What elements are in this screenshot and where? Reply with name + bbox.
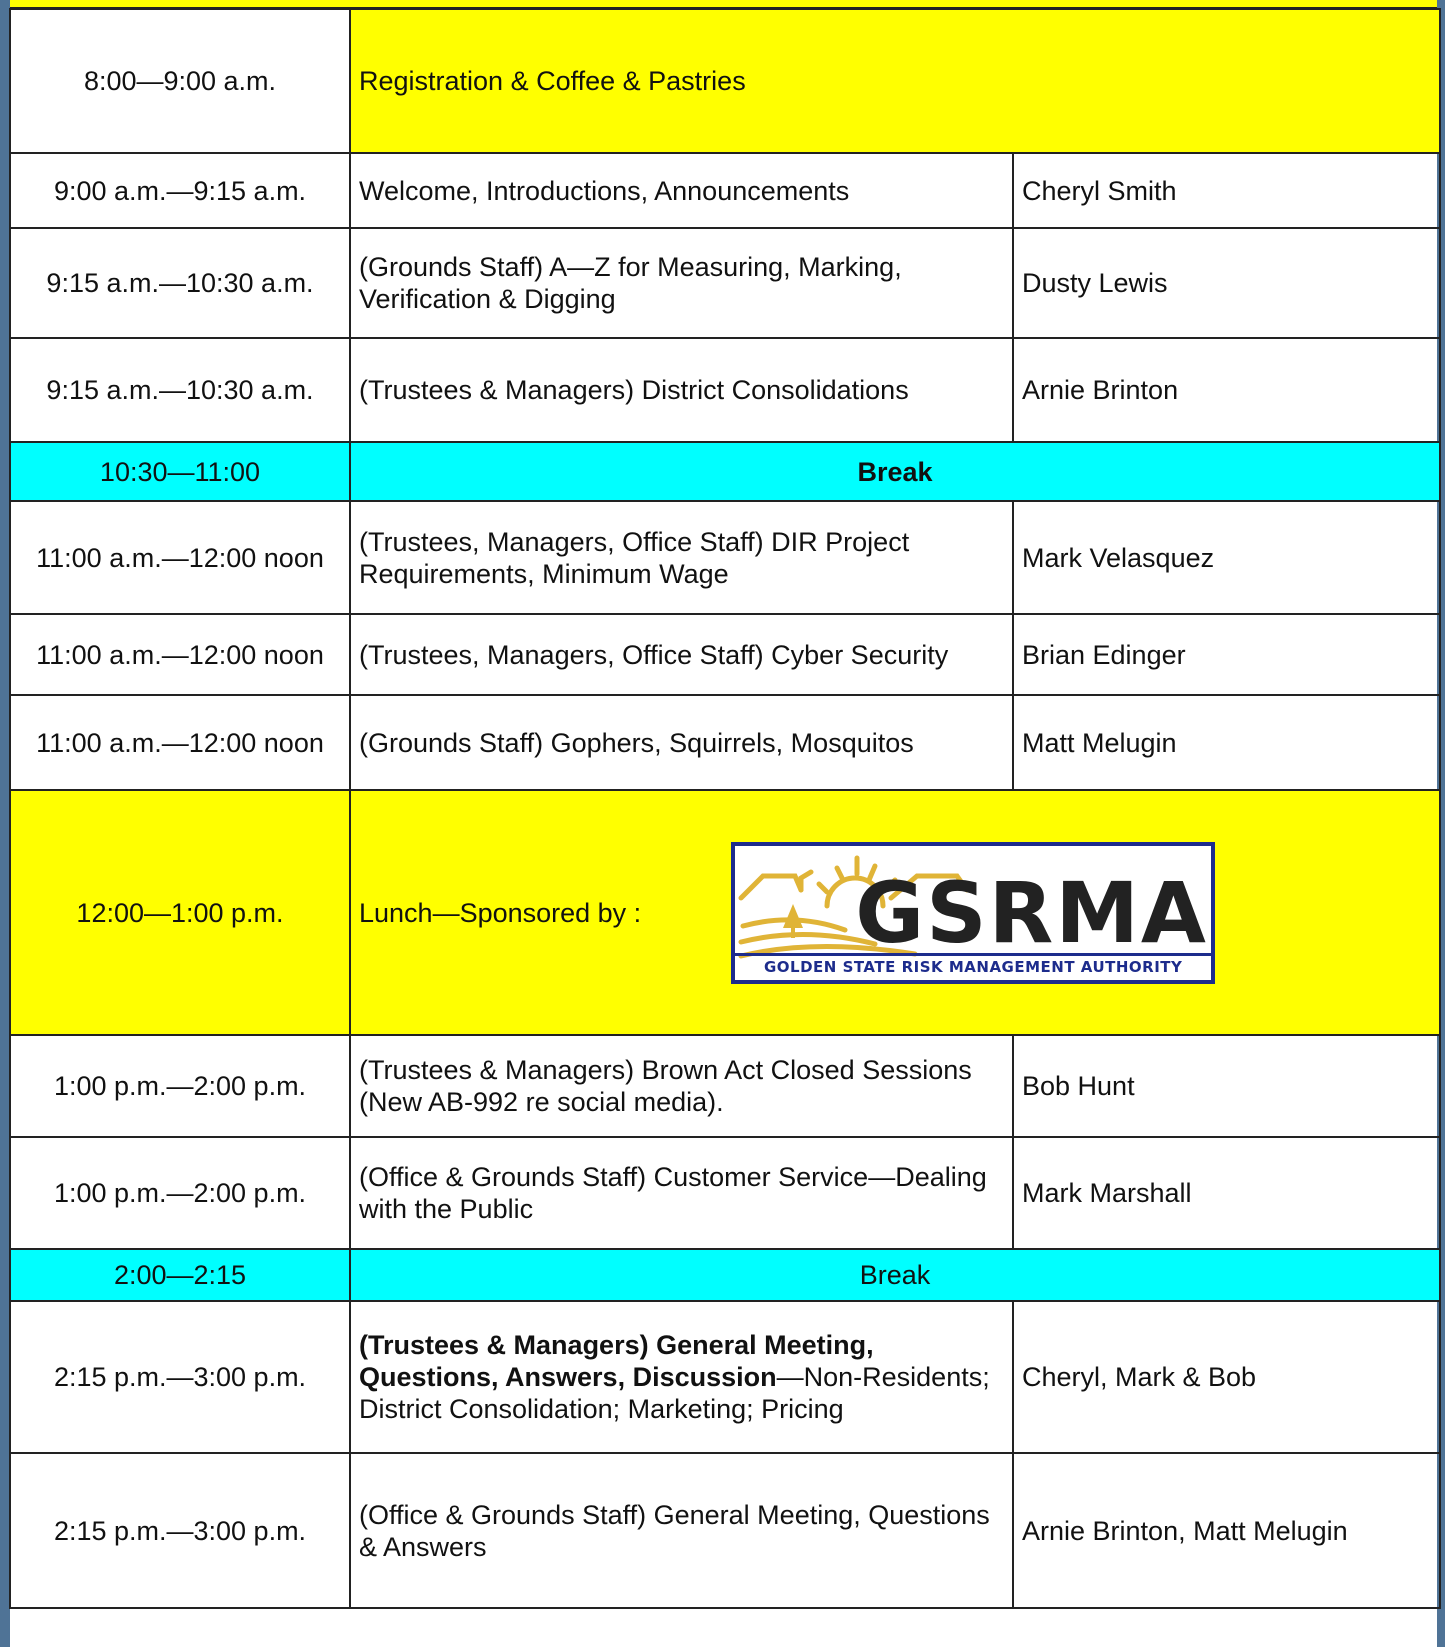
table-row (10, 501, 1440, 614)
session-cell: (Trustees & Managers) Brown Act Closed Sessions (New AB-992 re social media). (350, 1035, 1013, 1137)
speaker-cell: Matt Melugin (1013, 695, 1440, 790)
time-cell: 9:15 a.m.—10:30 a.m. (10, 228, 350, 338)
time-cell: 11:00 a.m.—12:00 noon (10, 614, 350, 695)
lunch-cell (350, 790, 1440, 1035)
gsrma-tagline: GOLDEN STATE RISK MANAGEMENT AUTHORITY (735, 953, 1211, 980)
time-cell: 9:00 a.m.—9:15 a.m. (10, 153, 350, 228)
session-cell (350, 1301, 1013, 1453)
session-cell: Registration & Coffee & Pastries (350, 9, 1440, 153)
time-cell: 8:00—9:00 a.m. (10, 9, 350, 153)
agenda-table (9, 8, 1441, 1609)
speaker-cell: Dusty Lewis (1013, 228, 1440, 338)
speaker-cell: Cheryl Smith (1013, 153, 1440, 228)
break-label: Break (350, 442, 1440, 501)
session-cell: (Office & Grounds Staff) General Meeting, Questions & Answers (350, 1453, 1013, 1608)
lunch-label: Lunch—Sponsored by : (359, 897, 642, 928)
session-text: —Non-Residents; District Consolidation; Marketing; Pricing (359, 1362, 990, 1424)
table-row (10, 614, 1440, 695)
time-cell: 2:15 p.m.—3:00 p.m. (10, 1453, 350, 1608)
table-row (10, 338, 1440, 442)
table-row (10, 9, 1440, 153)
time-cell: 11:00 a.m.—12:00 noon (10, 501, 350, 614)
speaker-cell: Cheryl, Mark & Bob (1013, 1301, 1440, 1453)
session-cell: (Office & Grounds Staff) Customer Service—Dealing with the Public (350, 1137, 1013, 1249)
speaker-cell: Mark Marshall (1013, 1137, 1440, 1249)
speaker-cell: Arnie Brinton (1013, 338, 1440, 442)
session-cell: (Trustees, Managers, Office Staff) DIR Project Requirements, Minimum Wage (350, 501, 1013, 614)
time-cell: 11:00 a.m.—12:00 noon (10, 695, 350, 790)
speaker-cell: Mark Velasquez (1013, 501, 1440, 614)
break-label: Break (350, 1249, 1440, 1301)
lunch-row (10, 790, 1440, 1035)
break-row (10, 442, 1440, 501)
table-row (10, 1453, 1440, 1608)
table-row (10, 1301, 1440, 1453)
table-row (10, 1035, 1440, 1137)
session-cell: Welcome, Introductions, Announcements (350, 153, 1013, 228)
session-bold-text: (Trustees & Managers) General Meeting, Questions, Answers, Discussion (359, 1330, 874, 1392)
session-cell: (Grounds Staff) Gophers, Squirrels, Mosquitos (350, 695, 1013, 790)
table-row (10, 228, 1440, 338)
time-cell: 2:00—2:15 (10, 1249, 350, 1301)
gsrma-logo (731, 842, 1215, 984)
time-cell: 2:15 p.m.—3:00 p.m. (10, 1301, 350, 1453)
session-cell: (Grounds Staff) A—Z for Measuring, Marking, Verification & Digging (350, 228, 1013, 338)
session-cell: (Trustees, Managers, Office Staff) Cyber Security (350, 614, 1013, 695)
time-cell: 12:00—1:00 p.m. (10, 790, 350, 1035)
time-cell: 9:15 a.m.—10:30 a.m. (10, 338, 350, 442)
time-cell: 1:00 p.m.—2:00 p.m. (10, 1035, 350, 1137)
time-cell: 10:30—11:00 (10, 442, 350, 501)
speaker-cell: Arnie Brinton, Matt Melugin (1013, 1453, 1440, 1608)
speaker-cell: Brian Edinger (1013, 614, 1440, 695)
break-row (10, 1249, 1440, 1301)
session-cell: (Trustees & Managers) District Consolidations (350, 338, 1013, 442)
table-row (10, 153, 1440, 228)
speaker-cell: Bob Hunt (1013, 1035, 1440, 1137)
lunch-content (359, 842, 1431, 984)
time-cell: 1:00 p.m.—2:00 p.m. (10, 1137, 350, 1249)
table-row (10, 695, 1440, 790)
gsrma-wordmark: GSRMA (855, 863, 1208, 962)
table-row (10, 1137, 1440, 1249)
